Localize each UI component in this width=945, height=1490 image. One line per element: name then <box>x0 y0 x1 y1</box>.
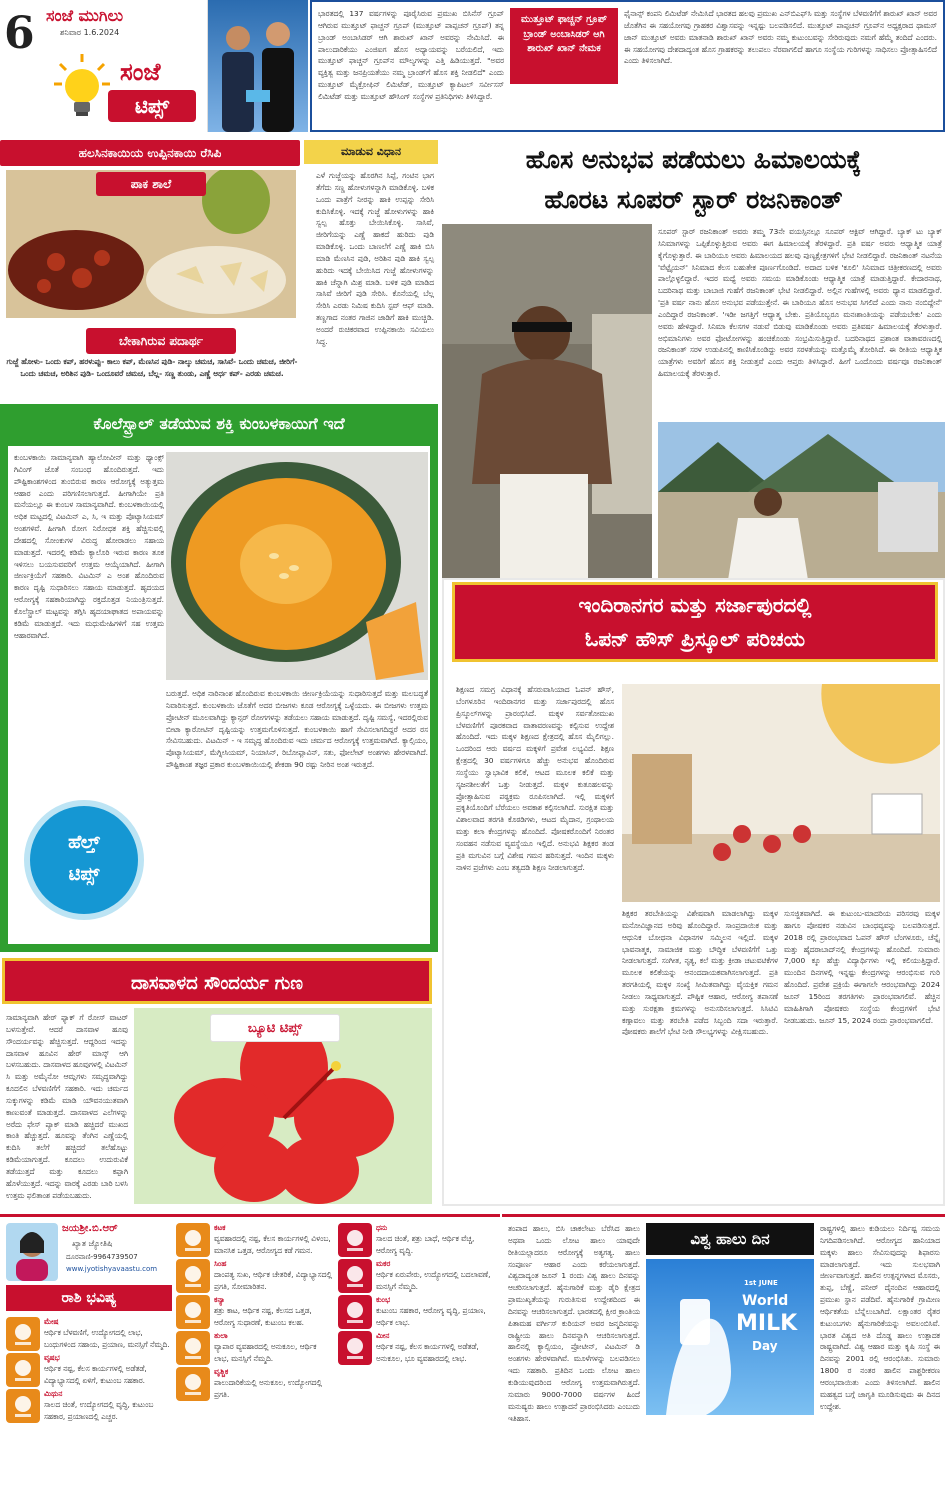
beauty-badge: ಬ್ಯೂಟಿ ಟಿಪ್ಸ್ <box>210 1014 340 1042</box>
zodiac-item <box>338 1259 496 1293</box>
page-number: 6 <box>4 8 35 59</box>
preschool-headline-1: ಇಂದಿರಾನಗರ ಮತ್ತು ಸರ್ಜಾಪುರದಲ್ಲಿ <box>578 593 812 617</box>
pickle-method: ಎಳೆ ಗುಜ್ಜೆಯನ್ನು ಹೊರಗಿನ ಸಿಪ್ಪೆ, ಗಂಟಿನ ಭಾಗ ತೆಗೆದು ಸಣ್ಣ ಹೋಳುಗಳನ್ನಾಗಿ ಮಾಡಿಕೊಳ್ಳಿ. ಬಳಿಕ ಒಂದು ಪಾತ್ರೆಗೆ ನೀರನ್ನು ಹಾಕಿ ಉಪ್ಪನ್ನು ಸೇರಿಸಿ ಕುದಿಸಿಕೊಳ್ಳಿ. ಇದಕ್ಕೆ ಗುಜ್ಜೆ ಹೋಳುಗಳನ್ನು ಹಾಕಿ ಸ್ವಲ್ಪ ಹೊತ್ತು ಬೇಯಿಸಿಕೊಳ್ಳಿ. ಸಾಸಿವೆ, ಜೀರಿಗೆಯನ್ನು ಎಣ್ಣೆ ಹಾಕದೆ ಹುರಿದು ಪುಡಿ ಮಾಡಿಕೊಳ್ಳಿ. ಒಂದು ಬಾಣಲೆಗೆ ಎಣ್ಣೆ ಹಾಕಿ ಬಿಸಿ ಮಾಡಿ ಮೆಣಸಿನ ಪುಡಿ, ಅರಿಶಿನ ಪುಡಿ ಹಾಕಿ ಸ್ವಲ್ಪ ಹುರಿದು ಇದಕ್ಕೆ ಬೇಯಿಸಿದ ಗುಜ್ಜೆ ಹೋಳುಗಳನ್ನು ಹಾಕಿ ಚೆನ್ನಾಗಿ ಮಿಶ್ರ ಮಾಡಿ. ಬಳಿಕ ಪುಡಿ ಮಾಡಿದ ಸಾಸಿವೆ ಜೀರಿಗೆ ಪುಡಿ ಸೇರಿಸಿ. ಕೊನೆಯಲ್ಲಿ ಬೆಲ್ಲ ಸೇರಿಸಿ ಎರಡು ನಿಮಿಷ ಕುದಿಸಿ ಸ್ಟವ್ ಆಫ್ ಮಾಡಿ. ತಣ್ಣಗಾದ ನಂತರ ಗಾಜಿನ ಜಾಡಿಗೆ ಹಾಕಿ ಮುಚ್ಚಿಡಿ. ಅಂದರೆ ರುಚಿಕರವಾದ ಉಪ್ಪಿನಕಾಯಿ ಸವಿಯಲು ಸಿದ್ಧ. <box>316 171 434 346</box>
astro-section <box>0 1214 500 1490</box>
section-title-1: ಸಂಜೆ <box>120 58 161 86</box>
health-badge-2: ಟಿಪ್ಸ್ <box>68 864 100 885</box>
rajini-headline-2: ಹೊರಟ ಸೂಪರ್ ಸ್ಟಾರ್ ರಜನಿಕಾಂತ್ <box>544 185 843 214</box>
rajini-photo-2 <box>658 422 945 580</box>
pumpkin-title: ಕೊಲೆಸ್ಟ್ರಾಲ್ ತಡೆಯುವ ಶಕ್ತಿ ಕುಂಬಳಕಾಯಿಗೆ ಇದೆ <box>0 404 438 444</box>
rajini-text: ಸೂಪರ್ ಸ್ಟಾರ್ ರಜನಿಕಾಂತ್ ಅವರು ತಮ್ಮ 73ನೇ ವಯಸ್ಸಿನಲ್ಲೂ ಸೂಪರ್ ಆಕ್ಟಿವ್ ಆಗಿದ್ದಾರೆ. ಬ್ಯಾಕ್ ಟು ಬ್ಯಾಕ್ ಸಿನಿಮಾಗಳನ್ನು ಒಪ್ಪಿಕೊಳ್ಳುತ್ತಿರುವ ಅವರು ಈಗ ಹಿಮಾಲಯಕ್ಕೆ ತೆರಳಿದ್ದಾರೆ. ಪ್ರತಿ ವರ್ಷ ಅವರು ಆಧ್ಯಾತ್ಮಿಕ ಯಾತ್ರೆ ಕೈಗೊಳ್ಳುತ್ತಾರೆ. ಈ ಬಾರಿಯೂ ಅವರು ಹಿಮಾಲಯದ ಹಲವು ಪುಣ್ಯಕ್ಷೇತ್ರಗಳಿಗೆ ಭೇಟಿ ನೀಡಲಿದ್ದಾರೆ. ರಜನಿಕಾಂತ್ ನಟನೆಯ 'ವೆಟ್ಟೈಯನ್' ಸಿನಿಮಾದ ಕೆಲಸ ಬಹುತೇಕ ಪೂರ್ಣಗೊಂಡಿದೆ. ಅದಾದ ಬಳಿಕ 'ಕೂಲಿ' ಸಿನಿಮಾದ ಚಿತ್ರೀಕರಣದಲ್ಲಿ ಅವರು ಪಾಲ್ಗೊಳ್ಳಲಿದ್ದಾರೆ. ಇದರ ಮಧ್ಯೆ ಅವರು ಸಮಯ ಮಾಡಿಕೊಂಡು ಆಧ್ಯಾತ್ಮಿಕ ಯಾತ್ರೆ ಮಾಡುತ್ತಿದ್ದಾರೆ. ಕೇದಾರನಾಥ, ಬದರಿನಾಥ ಮತ್ತು ಬಾಬಾಜಿ ಗುಹೆಗೆ ರಜನಿಕಾಂತ್ ಭೇಟಿ ನೀಡಲಿದ್ದಾರೆ. ಅಲ್ಲಿನ ಗುಹೆಗಳಲ್ಲಿ ಅವರು ಧ್ಯಾನ ಮಾಡಲಿದ್ದಾರೆ. 'ಪ್ರತಿ ವರ್ಷ ನಾನು ಹೊಸ ಅನುಭವ ಪಡೆಯುತ್ತೇನೆ. ಈ ಬಾರಿಯೂ ಹೊಸ ಅನುಭವ ಸಿಗಲಿದೆ ಎಂದು ನಾನು ನಂಬಿದ್ದೇನೆ' ಎಂದಿದ್ದಾರೆ ರಜನಿಕಾಂತ್. 'ಇಡೀ ಜಗತ್ತಿಗೆ ಆಧ್ಯಾತ್ಮ ಬೇಕು. ಪ್ರತಿಯೊಬ್ಬರೂ ಮನಃಶಾಂತಿಯನ್ನು ಪಡೆಯಬೇಕು' ಎಂದು ಅವರು ಹೇಳಿದ್ದಾರೆ. ಸಿನಿಮಾ ಕೆಲಸಗಳ ನಡುವೆ ಬಿಡುವು ಮಾಡಿಕೊಂಡು ಅವರು ಪ್ರತಿವರ್ಷ ಹಿಮಾಲಯಕ್ಕೆ ತೆರಳುತ್ತಾರೆ. ಅಭಿಮಾನಿಗಳು ಅವರ ಫೋಟೋಗಳನ್ನು ಹಂಚಿಕೊಂಡು ಸಂಭ್ರಮಿಸುತ್ತಿದ್ದಾರೆ. ಬದರಿನಾಥದ ಪ್ರಶಾಂತ ವಾತಾವರಣದಲ್ಲಿ ರಜನಿಕಾಂತ್ ಸರಳ ಉಡುಪಿನಲ್ಲಿ ಕಾಣಿಸಿಕೊಂಡಿದ್ದು ಅವರ ಸರಳತೆಯನ್ನು ಮತ್ತೊಮ್ಮೆ ತೋರಿಸಿದೆ. ಈ ರೀತಿಯ ಆಧ್ಯಾತ್ಮಿಕ ಯಾತ್ರೆಗಳು ಅವರಿಗೆ ಹೊಸ ಶಕ್ತಿ ನೀಡುತ್ತವೆ ಎಂದು ಆಪ್ತರು ತಿಳಿಸಿದ್ದಾರೆ. ಹೀಗೆ ಒಂದೊಂದು ವರ್ಷವೂ ರಜನಿಕಾಂತ್ ಹಿಮಾಲಯಕ್ಕೆ ತೆರಳುತ್ತಾರೆ. <box>658 227 942 379</box>
astro-title: ರಾಶಿ ಭವಿಷ್ಯ <box>6 1285 172 1311</box>
zodiac-text: ಆರ್ಥಿಕ ಬೆಳವಣಿಗೆ, ಉದ್ಯೋಗದಲ್ಲಿ ಲಾಭ, ಬಂಧುಗಳಿಂದ ಸಹಾಯ, ಪ್ರಯಾಣ, ಮನಸ್ಸಿಗೆ ನೆಮ್ಮದಿ. <box>44 1328 170 1349</box>
zodiac-name: ಮೀನ <box>376 1331 390 1340</box>
pickle-title: ಹಲಸಿನಕಾಯಿಯ ಉಪ್ಪಿನಕಾಯಿ ರೆಸಿಪಿ <box>0 140 300 166</box>
astrologer-avatar <box>6 1223 58 1281</box>
zodiac-name: ವೃಶ್ಚಿಕ <box>214 1367 229 1376</box>
zodiac-icon <box>338 1331 372 1365</box>
zodiac-name: ಕುಂಭ <box>376 1295 390 1304</box>
zodiac-icon <box>176 1331 210 1365</box>
zodiac-name: ಮಕರ <box>376 1259 391 1268</box>
ad-headline: ಮುತ್ತೂಟ್ ಫಾಚ್ಚನ್ ಗ್ರೂಪ್ ಬ್ರಾಂಡ್ ಅಂಬಾಸಿಡರ್ ಆಗಿ ಶಾರುಖ್ ಖಾನ್ ನೇಮಕ <box>510 8 618 84</box>
zodiac-icon <box>176 1223 210 1257</box>
ad-col-1: ಭಾರತದಲ್ಲಿ 137 ವರ್ಷಗಳನ್ನು ಪೂರೈಸಿರುವ ಪ್ರಮುಖ ಬಿಸಿನೆಸ್ ಗ್ರೂಪ್ ಆಗಿರುವ ಮುತ್ತೂಟ್ ಫಾಚ್ಚನ್ ಗ್ರೂಪ್ (ಮುತ್ತೂಟ್ ಪಾಪ್ಪಚನ್ ಗ್ರೂಪ್) ತನ್ನ ಬ್ರಾಂಡ್ ಅಂಬಾಸಿಡರ್ ಆಗಿ ಶಾರುಖ್ ಖಾನ್ ಅವರನ್ನು ನೇಮಿಸಿದೆ. ಈ ಪಾಲುದಾರಿಕೆಯು ಎಂಜಿಐಗ ಹೊಸ ಅಧ್ಯಾಯವನ್ನು ಬರೆಯಲಿದೆ, ಇದು ಮುತ್ತೂಟ್ ಫಾಚ್ಚನ್ ಗ್ರೂಪ್‌ನ ಮೌಲ್ಯಗಳನ್ನು ಎತ್ತಿ ಹಿಡಿಯುತ್ತದೆ. "ಅವರ ವ್ಯಕ್ತಿತ್ವ ಮತ್ತು ಜನಪ್ರಿಯತೆಯು ನಮ್ಮ ಬ್ರಾಂಡ್‌ಗೆ ಹೊಸ ಶಕ್ತಿ ನೀಡಲಿದೆ" ಎಂದು ಮುತ್ತೂಟ್ ಮೈಕ್ರೋಫಿನ್ ಲಿಮಿಟೆಡ್, ಮುತ್ತೂಟ್ ಕ್ಯಾಪಿಟಲ್ ಸರ್ವೀಸಸ್ ಲಿಮಿಟೆಡ್ ಮತ್ತು ಮುತ್ತೂಟ್ ಹೌಸಿಂಗ್ ಸಂಸ್ಥೆಗಳ ಪ್ರತಿನಿಧಿಗಳು ತಿಳಿಸಿದ್ದಾರೆ. <box>318 9 504 101</box>
zodiac-name: ಮಿಥುನ <box>44 1389 63 1398</box>
pumpkin-section <box>0 404 438 952</box>
milk-title: ವಿಶ್ವ ಹಾಲು ದಿನ <box>646 1223 814 1255</box>
milk-col-1: ತಂಪಾದ ಹಾಲು, ಬಿಸಿ ಚಾಕಲೇಟು ಬೆರೆಸಿದ ಹಾಲು ಅಥವಾ ಒಂದು ಲೋಟ ಹಾಲು ಯಾವುದೇ ರೀತಿಯಲ್ಲಾದರೂ ಆರೋಗ್ಯಕ್ಕೆ ಅತ್ಯಗತ್ಯ. ಹಾಲು ಸಂಪೂರ್ಣ ಆಹಾರ ಎಂದು ಕರೆಯಲಾಗುತ್ತದೆ. ವಿಶ್ವದಾದ್ಯಂತ ಜೂನ್ 1 ರಂದು ವಿಶ್ವ ಹಾಲು ದಿನವನ್ನು ಆಚರಿಸಲಾಗುತ್ತದೆ. ಹೈನುಗಾರಿಕೆ ಮತ್ತು ಡೈರಿ ಕ್ಷೇತ್ರದ ಪ್ರಾಮುಖ್ಯತೆಯನ್ನು ಗುರುತಿಸುವ ಉದ್ದೇಶದಿಂದ ಈ ದಿನವನ್ನು ಆಚರಿಸಲಾಗುತ್ತದೆ. ಭಾರತದಲ್ಲಿ ಕ್ಷೀರ ಕ್ರಾಂತಿಯ ಪಿತಾಮಹ ವರ್ಗೀಸ್ ಕುರಿಯನ್ ಅವರ ಜನ್ಮದಿನವನ್ನು ರಾಷ್ಟ್ರೀಯ ಹಾಲು ದಿನವನ್ನಾಗಿ ಆಚರಿಸಲಾಗುತ್ತದೆ. ಹಾಲಿನಲ್ಲಿ ಕ್ಯಾಲ್ಸಿಯಂ, ಪ್ರೋಟೀನ್, ವಿಟಮಿನ್ ಡಿ ಅಂಶಗಳು ಹೇರಳವಾಗಿವೆ. ಮೂಳೆಗಳನ್ನು ಬಲಪಡಿಸಲು ಇದು ಸಹಕಾರಿ. ಪ್ರತಿದಿನ ಒಂದು ಲೋಟ ಹಾಲು ಕುಡಿಯುವುದರಿಂದ ಆರೋಗ್ಯ ಉತ್ತಮವಾಗಿರುತ್ತದೆ. ಸುಮಾರು 9000-7000 ವರ್ಷಗಳ ಹಿಂದೆ ಮನುಷ್ಯರು ಹಾಲು ಉತ್ಪಾದನೆ ಪ್ರಾರಂಭಿಸಿದರು ಎಂಬುದು ಇತಿಹಾಸ. <box>508 1224 640 1423</box>
zodiac-text: ವ್ಯಾಪಾರ ವ್ಯವಹಾರದಲ್ಲಿ ಅನುಕೂಲ, ಆರ್ಥಿಕ ಲಾಭ, ಮನಸ್ಸಿಗೆ ನೆಮ್ಮದಿ. <box>214 1342 317 1363</box>
zodiac-text: ಸಾಲದ ಚಿಂತೆ, ಶತ್ರು ಬಾಧೆ, ಆರ್ಥಿಕ ವೆಚ್ಚ, ಆರೋಗ್ಯ ವೃದ್ಧಿ. <box>376 1234 475 1255</box>
pumpkin-photo <box>166 452 428 680</box>
poster-sub: Day <box>752 1339 778 1353</box>
zodiac-text: ಕುಟುಂಬ ಸಹಕಾರ, ಆರೋಗ್ಯ ವೃದ್ಧಿ, ಪ್ರಯಾಣ, ಆರ್ಥಿಕ ಲಾಭ. <box>376 1306 486 1327</box>
poster-big-1: World <box>742 1293 789 1309</box>
preschool-col-2: ಶಿಕ್ಷಕರ ತರಬೇತಿಯನ್ನು ವಿಶೇಷವಾಗಿ ಮಾಡಲಾಗಿದ್ದು ಮಕ್ಕಳ ಮನೋವಿಜ್ಞಾನದ ಅರಿವು ಹೊಂದಿದ್ದಾರೆ. ಸಾಂಪ್ರದಾಯಿಕ ಮತ್ತು ಆಧುನಿಕ ಬೋಧನಾ ವಿಧಾನಗಳ ಸಮ್ಮಿಲನ ಇಲ್ಲಿದೆ. ಮಕ್ಕಳ ಭಾವನಾತ್ಮಕ, ಸಾಮಾಜಿಕ ಮತ್ತು ಬೌದ್ಧಿಕ ಬೆಳವಣಿಗೆಗೆ ಒತ್ತು ನೀಡಲಾಗುತ್ತದೆ. ಸಂಗೀತ, ನೃತ್ಯ, ಕಲೆ ಮತ್ತು ಕ್ರೀಡಾ ಚಟುವಟಿಕೆಗಳ ಮೂಲಕ ಕಲಿಕೆಯನ್ನು ಆನಂದದಾಯಕವಾಗಿಸಲಾಗುತ್ತದೆ. ಪ್ರತಿ ತರಗತಿಯಲ್ಲಿ ಮಕ್ಕಳ ಸಂಖ್ಯೆ ಸೀಮಿತವಾಗಿದ್ದು ವೈಯಕ್ತಿಕ ಗಮನ ನೀಡಲು ಸಾಧ್ಯವಾಗುತ್ತದೆ. ಪೌಷ್ಟಿಕ ಆಹಾರ, ಆರೋಗ್ಯ ತಪಾಸಣೆ ಮತ್ತು ಸುರಕ್ಷತಾ ಕ್ರಮಗಳನ್ನು ಅನುಸರಿಸಲಾಗುತ್ತದೆ. ಸಿಸಿಟಿವಿ ಕಣ್ಗಾವಲು ಮತ್ತು ತರಬೇತಿ ಪಡೆದ ಸಿಬ್ಬಂದಿ ಸದಾ ಇರುತ್ತಾರೆ. ಪೋಷಕರು ಶಾಲೆಗೆ ಭೇಟಿ ನೀಡಿ ಸೌಲಭ್ಯಗಳನ್ನು ವೀಕ್ಷಿಸಬಹುದು. <box>622 909 778 1037</box>
poster-small: 1st JUNE <box>744 1279 778 1287</box>
hibiscus-text: ಸಾಮಾನ್ಯವಾಗಿ ಹೇರ್ ಫ್ಯಾಕ್ ಗೆ ರೋಸ್ ವಾಟರ್ ಬಳಸುತ್ತೇವೆ. ಆದರೆ ದಾಸವಾಳ ಹೂವು ಸೌಂದರ್ಯವನ್ನು ಹೆಚ್ಚಿಸುತ್ತದೆ. ಆದ್ದರಿಂದ ಇದನ್ನು ದಾಸವಾಳ ಹೂವಿನ ಹೇರ್ ಮಾಸ್ಕ್ ಆಗಿ ಬಳಸಬಹುದು. ದಾಸವಾಳದ ಹೂವುಗಳಲ್ಲಿ ವಿಟಮಿನ್ ಸಿ ಮತ್ತು ಅಮೈನೋ ಆಮ್ಲಗಳು ಸಮೃದ್ಧವಾಗಿದ್ದು ಕೂದಲಿನ ಬೆಳವಣಿಗೆಗೆ ಸಹಕಾರಿ. ಇದು ಚರ್ಮದ ಸುಕ್ಕುಗಳನ್ನು ಕಡಿಮೆ ಮಾಡಿ ಯೌವನಯುತವಾಗಿ ಕಾಣುವಂತೆ ಮಾಡುತ್ತದೆ. ದಾಸವಾಳದ ಎಲೆಗಳನ್ನು ಅರೆದು ಫೇಸ್ ಪ್ಯಾಕ್ ಮಾಡಿ ಹಚ್ಚಿದರೆ ಮುಖದ ಕಾಂತಿ ಹೆಚ್ಚುತ್ತದೆ. ಹೂವನ್ನು ತೆಂಗಿನ ಎಣ್ಣೆಯಲ್ಲಿ ಕುದಿಸಿ ತಲೆಗೆ ಹಚ್ಚಿದರೆ ತಲೆಹೊಟ್ಟು ಕಡಿಮೆಯಾಗುತ್ತದೆ. ಕೂದಲು ಉದುರುವಿಕೆ ತಡೆಯುತ್ತದೆ ಮತ್ತು ಕೂದಲು ಕಪ್ಪಾಗಿ ಹೊಳೆಯುತ್ತದೆ. ಇದನ್ನು ವಾರಕ್ಕೆ ಎರಡು ಬಾರಿ ಬಳಸಿ ಉತ್ತಮ ಫಲಿತಾಂಶ ಪಡೆಯಬಹುದು. <box>6 1013 128 1200</box>
hibiscus-title: ದಾಸವಾಳದ ಸೌಂದರ್ಯ ಗುಣ <box>2 958 432 1004</box>
kitchen-label: ಪಾಕ ಶಾಲೆ <box>96 172 206 196</box>
zodiac-item <box>176 1331 334 1365</box>
zodiac-item <box>176 1223 334 1257</box>
preschool-col-1: ಶಿಕ್ಷಣದ ಸಮಗ್ರ ವಿಧಾನಕ್ಕೆ ಹೆಸರುವಾಸಿಯಾದ ಓಪನ್ ಹೌಸ್, ಬೆಂಗಳೂರಿನ ಇಂದಿರಾನಗರ ಮತ್ತು ಸರ್ಜಾಪುರದಲ್ಲಿ ಹೊಸ ಪ್ರಿಸ್ಕೂಲ್‌ಗಳನ್ನು ಪ್ರಾರಂಭಿಸಿದೆ. ಮಕ್ಕಳ ಸರ್ವತೋಮುಖ ಬೆಳವಣಿಗೆಗೆ ಪೂರಕವಾದ ವಾತಾವರಣವನ್ನು ಕಲ್ಪಿಸುವ ಉದ್ದೇಶ ಹೊಂದಿದೆ. ಇದು ಮಕ್ಕಳ ಶಿಕ್ಷಣದ ಕ್ಷೇತ್ರದಲ್ಲಿ ಹೊಸ ಮೈಲಿಗಲ್ಲು. ಒಂದರಿಂದ ಆರು ವರ್ಷದ ಮಕ್ಕಳಿಗೆ ಪ್ರವೇಶ ಲಭ್ಯವಿದೆ. ಶಿಕ್ಷಣ ಕ್ಷೇತ್ರದಲ್ಲಿ 30 ವರ್ಷಗಳಿಗೂ ಹೆಚ್ಚು ಅನುಭವ ಹೊಂದಿರುವ ಸಂಸ್ಥೆಯು ಸ್ವಾಭಾವಿಕ ಕಲಿಕೆ, ಆಟದ ಮೂಲಕ ಕಲಿಕೆ ಮತ್ತು ಸೃಜನಶೀಲತೆಗೆ ಒತ್ತು ನೀಡುತ್ತದೆ. ಮಕ್ಕಳ ಕುತೂಹಲವನ್ನು ಪ್ರೋತ್ಸಾಹಿಸುವ ಪಠ್ಯಕ್ರಮ ರೂಪಿಸಲಾಗಿದೆ. ಇಲ್ಲಿ ಮಕ್ಕಳಿಗೆ ಪ್ರಕೃತಿಯೊಂದಿಗೆ ಬೆರೆಯಲು ಅವಕಾಶ ಕಲ್ಪಿಸಲಾಗಿದೆ. ಸುರಕ್ಷಿತ ಮತ್ತು ವಿಶಾಲವಾದ ತರಗತಿ ಕೊಠಡಿಗಳು, ಆಟದ ಮೈದಾನ, ಗ್ರಂಥಾಲಯ ಮತ್ತು ಕಲಾ ಕೇಂದ್ರಗಳನ್ನು ಹೊಂದಿದೆ. ಪೋಷಕರೊಂದಿಗೆ ನಿರಂತರ ಸಂವಹನ ನಡೆಸುವ ವ್ಯವಸ್ಥೆಯೂ ಇಲ್ಲಿದೆ. ಅನುಭವಿ ಶಿಕ್ಷಕರ ತಂಡ ಪ್ರತಿ ಮಗುವಿನ ಬಗ್ಗೆ ವಿಶೇಷ ಗಮನ ಹರಿಸುತ್ತದೆ. ಇಂದಿನ ಮಕ್ಕಳು ನಾಳಿನ ಪ್ರಜೆಗಳು ಎಂಬ ತತ್ವದಡಿ ಶಿಕ್ಷಣ ನೀಡಲಾಗುತ್ತದೆ. <box>456 685 614 872</box>
zodiac-text: ಪಾಲುದಾರಿಕೆಯಲ್ಲಿ ಅನುಕೂಲ, ಉದ್ಯೋಗದಲ್ಲಿ ಪ್ರಗತಿ. <box>214 1378 323 1399</box>
zodiac-icon <box>6 1353 40 1387</box>
zodiac-text: ದಾಂಪತ್ಯ ಸುಖ, ಆರ್ಥಿಕ ಚೇತರಿಕೆ, ವಿದ್ಯಾಭ್ಯಾಸದಲ್ಲಿ ಪ್ರಗತಿ, ಸೋಮಾರಿತನ. <box>214 1270 332 1291</box>
rajini-photo-main <box>442 224 652 580</box>
zodiac-text: ಆರ್ಥಿಕ ನಷ್ಟ, ಕೆಲಸ ಕಾರ್ಯಗಳಲ್ಲಿ ಅಡೆತಡೆ, ವಿದ್ಯಾಭ್ಯಾಸದಲ್ಲಿ ಏಳಿಗೆ, ಕುಟುಂಬ ಸಹಕಾರ. <box>44 1364 147 1385</box>
preschool-headline-2: ಓಪನ್ ಹೌಸ್ ಪ್ರಿಸ್ಕೂಲ್ ಪರಿಚಯ <box>584 627 806 651</box>
zodiac-item <box>176 1295 334 1329</box>
zodiac-name: ಸಿಂಹ <box>214 1259 227 1268</box>
zodiac-item <box>338 1295 496 1329</box>
health-badge <box>24 800 144 920</box>
zodiac-name: ಮೇಷ <box>44 1317 59 1326</box>
astrologer-phone: ದೂರವಾಣಿ-9964739507 <box>66 1253 138 1261</box>
zodiac-item <box>338 1223 496 1257</box>
zodiac-name: ವೃಷಭ <box>44 1353 60 1362</box>
zodiac-name: ಕಟಕ <box>214 1223 226 1232</box>
zodiac-text: ಸಾಲದ ಚಿಂತೆ, ಉದ್ಯೋಗದಲ್ಲಿ ವೃದ್ಧಿ, ಕುಟುಂಬ ಸಹಕಾರ, ಪ್ರಯಾಣದಲ್ಲಿ ಎಚ್ಚರ. <box>44 1400 154 1421</box>
ad-col-2: ಫೈನಾನ್ಸ್ ಕಂಪನಿ ಲಿಮಿಟೆಡ್ ನೇಮಿಸಿದೆ ಭಾರತದ ಹಲವು ಪ್ರಮುಖ ಎನ್‌ಬಿಎಫ್‌ಸಿ ಮತ್ತು ಸಂಸ್ಥೆಗಳ ಬೆಳವಣಿಗೆಗೆ ಶಾರುಖ್ ಖಾನ್ ಅವರ ಜೊತೆಗಿನ ಈ ಸಹಯೋಗವು ಗ್ರಾಹಕರ ವಿಶ್ವಾಸವನ್ನು ಇನ್ನಷ್ಟು ಬಲಪಡಿಸಲಿದೆ. ಮುತ್ತೂಟ್ ಪಾಪ್ಪಚನ್ ಗ್ರೂಪ್‌ನ ಅಧ್ಯಕ್ಷರಾದ ಥಾಮಸ್ ಜಾನ್ ಮುತ್ತೂಟ್ ಅವರು ಮಾತನಾಡಿ ಶಾರುಖ್ ಖಾನ್ ಅವರು ನಮ್ಮ ಕುಟುಂಬವನ್ನು ಸೇರಿರುವುದು ನಮಗೆ ಹೆಮ್ಮೆ ತಂದಿದೆ ಎಂದರು. ಈ ಸಹಯೋಗವು ದೇಶದಾದ್ಯಂತ ಹೊಸ ಗ್ರಾಹಕರನ್ನು ತಲುಪಲು ನೆರವಾಗಲಿದೆ ಹಾಗೂ ಸಂಸ್ಥೆಯ ಗುರಿಗಳನ್ನು ಸಾಧಿಸಲು ಪ್ರೋತ್ಸಾಹಿಸಲಿದೆ ಎಂದು ತಿಳಿಸಲಾಗಿದೆ. <box>624 9 937 66</box>
zodiac-icon <box>338 1295 372 1329</box>
astrologer-role: ಖ್ಯಾತ ಜ್ಯೋತಿಷಿ <box>72 1239 113 1248</box>
poster-big-2: MILK <box>736 1311 798 1336</box>
zodiac-item <box>176 1259 334 1293</box>
ingredients-label: ಬೇಕಾಗಿರುವ ಪದಾರ್ಥ <box>86 328 236 354</box>
astrologer-name: ಜಯಶ್ರೀ.ಬಿ.ಆರ್ <box>62 1223 118 1234</box>
ambassador-photo <box>208 0 308 132</box>
preschool-photo <box>622 684 940 902</box>
zodiac-text: ಆರ್ಥಿಕ ಏರುಪೇರು, ಉದ್ಯೋಗದಲ್ಲಿ ಬದಲಾವಣೆ, ಮನಸ್ಸಿಗೆ ನೆಮ್ಮದಿ. <box>376 1270 491 1291</box>
zodiac-item <box>6 1317 172 1351</box>
zodiac-item <box>6 1353 172 1387</box>
preschool-section <box>442 578 945 1206</box>
zodiac-icon <box>6 1389 40 1423</box>
date: ಶನಿವಾರ 1.6.2024 <box>60 28 120 37</box>
zodiac-icon <box>176 1367 210 1401</box>
pumpkin-col-2: ಬರುತ್ತದೆ. ಅಧಿಕ ನಾರಿನಾಂಶ ಹೊಂದಿರುವ ಕುಂಬಳಕಾಯಿ ಜೀರ್ಣಕ್ರಿಯೆಯನ್ನು ಸುಧಾರಿಸುತ್ತದೆ ಮತ್ತು ಮಲಬದ್ಧತೆ ನಿವಾರಿಸುತ್ತದೆ. ಕುಂಬಳಕಾಯಿ ಜೊತೆಗೆ ಅದರ ಬೀಜಗಳು ಕೂಡ ಆರೋಗ್ಯಕ್ಕೆ ಒಳ್ಳೆಯದು. ಈ ಬೀಜಗಳು ಉತ್ತಮ ಪ್ರೋಟೀನ್ ಮೂಲವಾಗಿದ್ದು ಕ್ಯಾನ್ಸರ್ ರೋಗಗಳನ್ನು ತಡೆಯಲು ಸಹಾಯ ಮಾಡುತ್ತದೆ. ದೃಷ್ಟಿ ಸಮಸ್ಯೆ, ಇದರಲ್ಲಿರುವ ಬೀಟಾ ಕ್ಯಾರೋಟಿನ್ ದೃಷ್ಟಿಯನ್ನು ಉತ್ತಮಗೊಳಿಸುತ್ತದೆ. ಕುಂಬಳಕಾಯಿ ಹಾಗೆ ಸೇವಿಸಲಾಗದಿದ್ದರೆ ಅದರ ರಸ ಸೇವಿಸಬಹುದು. ವಿಟಮಿನ್ - ಇ ಸಮೃದ್ಧ ಹೊಂದಿರುವ ಇದು ಚರ್ಮದ ಆರೋಗ್ಯಕ್ಕೆ ಉತ್ತಮವಾಗಿದೆ. ಕ್ಯಾಲ್ಸಿಯಂ, ಪೊಟ್ಯಾಸಿಯಮ್, ಮೆಗ್ನೀಸಿಯಮ್, ನಿಯಾಸಿನ್, ರಿಬೋಫ್ಲಾವಿನ್, ಸತು, ಫೋಲೇಟ್ ಅಂಶಗಳು ಹೇರಳವಾಗಿದೆ. ಪೌಷ್ಟಿಕಾಂಶ ತಜ್ಞರ ಪ್ರಕಾರ ಕುಂಬಳಕಾಯಿಯಲ್ಲಿ ಶೇಕಡಾ 90 ರಷ್ಟು ನೀರಿನ ಅಂಶ ಇರುತ್ತದೆ. <box>166 689 428 770</box>
zodiac-item <box>176 1367 334 1401</box>
preschool-col-3: ಸುಸಜ್ಜಿತವಾಗಿದೆ. ಈ ಕುಟುಂಬ-ಮಾದರಿಯ ಪರಿಸರವು ಮಕ್ಕಳ ಹಾಗೂ ಪೋಷಕರ ನಡುವಿನ ಬಾಂಧವ್ಯವನ್ನು ಬಲಪಡಿಸುತ್ತದೆ. 2018 ರಲ್ಲಿ ಪ್ರಾರಂಭವಾದ ಓಪನ್ ಹೌಸ್ ಬೆಂಗಳೂರು, ಚೆನ್ನೈ ಮತ್ತು ಹೈದರಾಬಾದ್‌ನಲ್ಲಿ ಕೇಂದ್ರಗಳನ್ನು ಹೊಂದಿದೆ. ಸುಮಾರು 7,000 ಕ್ಕೂ ಹೆಚ್ಚು ವಿದ್ಯಾರ್ಥಿಗಳು ಇಲ್ಲಿ ಕಲಿಯುತ್ತಿದ್ದಾರೆ. ಮುಂದಿನ ದಿನಗಳಲ್ಲಿ ಇನ್ನಷ್ಟು ಕೇಂದ್ರಗಳನ್ನು ಆರಂಭಿಸುವ ಗುರಿ ಹೊಂದಿದೆ. ಪ್ರವೇಶ ಪ್ರಕ್ರಿಯೆ ಈಗಾಗಲೇ ಆರಂಭವಾಗಿದ್ದು 2024 ಜೂನ್ 15ರಿಂದ ತರಗತಿಗಳು ಪ್ರಾರಂಭವಾಗಲಿವೆ. ಹೆಚ್ಚಿನ ಮಾಹಿತಿಗಾಗಿ ಪೋಷಕರು ಸಂಸ್ಥೆಯ ಕೇಂದ್ರಗಳಿಗೆ ಭೇಟಿ ನೀಡಬಹುದು. ಜೂನ್ 15, 2024 ರಂದು ಪ್ರಾರಂಭವಾಗಲಿದೆ. <box>784 909 940 1025</box>
milk-col-2: ರಾಷ್ಟ್ರಗಳಲ್ಲಿ ಹಾಲು ಕುಡಿಯಲು ನಿರ್ದಿಷ್ಟ ಸಮಯ ನಿಗದಿಪಡಿಸಲಾಗಿದೆ. ಆರೋಗ್ಯದ ಹಾನಿಯಾದ ಮಕ್ಕಳು ಹಾಲು ಸೇವಿಸುವುದನ್ನು ಶಿಫಾರಸು ಮಾಡಲಾಗುತ್ತದೆ. ಇದು ಸುಲಭವಾಗಿ ಜೀರ್ಣವಾಗುತ್ತದೆ. ಹಾಲಿನ ಉತ್ಪನ್ನಗಳಾದ ಮೊಸರು, ತುಪ್ಪ, ಬೆಣ್ಣೆ, ಪನೀರ್ ದೈನಂದಿನ ಆಹಾರದಲ್ಲಿ ಪ್ರಮುಖ ಸ್ಥಾನ ಪಡೆದಿವೆ. ಹೈನುಗಾರಿಕೆ ಗ್ರಾಮೀಣ ಆರ್ಥಿಕತೆಯ ಬೆನ್ನೆಲುಬಾಗಿದೆ. ಲಕ್ಷಾಂತರ ರೈತರ ಕುಟುಂಬಗಳು ಹೈನುಗಾರಿಕೆಯನ್ನು ಅವಲಂಬಿಸಿವೆ. ಭಾರತ ವಿಶ್ವದ ಅತಿ ದೊಡ್ಡ ಹಾಲು ಉತ್ಪಾದಕ ರಾಷ್ಟ್ರವಾಗಿದೆ. ವಿಶ್ವ ಆಹಾರ ಮತ್ತು ಕೃಷಿ ಸಂಸ್ಥೆ ಈ ದಿನವನ್ನು 2001 ರಲ್ಲಿ ಆರಂಭಿಸಿತು. ಸುಮಾರು 1800 ರ ನಂತರ ಹಾಲಿನ ಪಾಶ್ಚರೀಕರಣ ಆರಂಭವಾಯಿತು ಎಂದು ತಿಳಿಸಲಾಗಿದೆ. ಹಾಲಿನ ಮಹತ್ವದ ಬಗ್ಗೆ ಜಾಗೃತಿ ಮೂಡಿಸುವುದು ಈ ದಿನದ ಉದ್ದೇಶ. <box>820 1224 940 1411</box>
zodiac-icon <box>338 1223 372 1257</box>
milk-poster <box>646 1259 814 1415</box>
ad-top <box>310 0 945 132</box>
zodiac-item <box>6 1389 172 1423</box>
ingredients-text: ಗುಜ್ಜೆ ಹೋಳು- ಒಂದು ಕಪ್, ಹರಳುಪ್ಪು- ಕಾಲು ಕಪ್, ಮೆಣಸಿನ ಪುಡಿ- ನಾಲ್ಕು ಚಮಚ, ಸಾಸಿವೆ- ಒಂದು ಚಮಚ, ಜೀರಿಗೆ- ಒಂದು ಚಮಚ, ಅರಿಶಿನ ಪುಡಿ- ಒಂದೂವರೆ ಚಮಚ, ಬೆಲ್ಲ- ಸಣ್ಣ ತುಂಡು, ಎಣ್ಣೆ ಅರ್ಧ ಕಪ್- ಎರಡು ಚಮಚ. <box>6 357 298 378</box>
zodiac-icon <box>176 1295 210 1329</box>
health-badge-1: ಹೆಲ್ತ್ <box>68 832 100 853</box>
method-title: ಮಾಡುವ ವಿಧಾನ <box>304 140 438 164</box>
zodiac-icon <box>338 1259 372 1293</box>
zodiac-icon <box>6 1317 40 1351</box>
zodiac-name: ತುಲಾ <box>214 1331 228 1340</box>
zodiac-text: ಶತ್ರು ಕಾಟ, ಆರ್ಥಿಕ ನಷ್ಟ, ಕೆಲಸದ ಒತ್ತಡ, ಆರೋಗ್ಯ ಸುಧಾರಣೆ, ಕುಟುಂಬ ಕಲಹ. <box>214 1306 312 1327</box>
zodiac-name: ಕನ್ಯಾ <box>214 1295 226 1304</box>
rajini-headline-1: ಹೊಸ ಅನುಭವ ಪಡೆಯಲು ಹಿಮಾಲಯಕ್ಕೆ <box>525 145 862 174</box>
section-title-2: ಟಿಪ್ಸ್ <box>108 90 196 122</box>
milk-section <box>502 1214 945 1490</box>
bulb-icon <box>52 52 112 122</box>
zodiac-text: ಆರ್ಥಿಕ ನಷ್ಟ, ಕೆಲಸ ಕಾರ್ಯಗಳಲ್ಲಿ ಅಡೆತಡೆ, ಅನುಕೂಲ, ಭೂ ವ್ಯವಹಾರದಲ್ಲಿ ಲಾಭ. <box>376 1342 479 1363</box>
rajini-section <box>442 140 945 580</box>
logo: ಸಂಜೆ ಮುಗಿಲು <box>46 6 124 25</box>
pumpkin-col-1: ಕುಂಬಳಕಾಯಿ ಸಾಮಾನ್ಯವಾಗಿ ಹ್ಯಾಲೋವೀನ್ ಮತ್ತು ಥ್ಯಾಂಕ್ಸ್ ಗಿವಿಂಗ್ ಜೊತೆ ಸಂಬಂಧ ಹೊಂದಿರುತ್ತದೆ. ಇದು ಪೌಷ್ಟಿಕಾಂಶಗಳಿಂದ ತುಂಬಿರುವ ಕಾರಣ ಆರೋಗ್ಯಕ್ಕೆ ಅತ್ಯುತ್ತಮ ಆಹಾರ ಎಂದು ಪರಿಗಣಿಸಲಾಗುತ್ತದೆ. ಹೀಗಾಗಿಯೇ ಪ್ರತಿ ಮನೆಯಲ್ಲೂ ಈ ಕುಂಬಳ ಸಾಮಾನ್ಯವಾಗಿದೆ. ಕುಂಬಳಕಾಯಿಯಲ್ಲಿ ಅಧಿಕ ಮಟ್ಟದಲ್ಲಿ ವಿಟಮಿನ್ ಎ, ಸಿ, ಇ ಮತ್ತು ಪೊಟ್ಯಾಸಿಯಮ್ ಅಂಶಗಳಿವೆ. ಹೀಗಾಗಿ ರೋಗ ನಿರೋಧಕ ಶಕ್ತಿ ಹೆಚ್ಚಿಸುವಲ್ಲಿ ದೇಹದಲ್ಲಿ ಸೋಂಕುಗಳ ವಿರುದ್ಧ ಹೋರಾಡಲು ಸಹಾಯ ಮಾಡುತ್ತದೆ. ಇದರಲ್ಲಿ ಕಡಿಮೆ ಕ್ಯಾಲೊರಿ ಇರುವ ಕಾರಣ ತೂಕ ಇಳಿಸಲು ಬಯಸುವವರಿಗೆ ಉತ್ತಮ ಆಯ್ಕೆಯಾಗಿದೆ. ಹೀಗಾಗಿ ಜೀರ್ಣಕ್ರಿಯೆಗೆ ಸಹಕಾರಿ. ವಿಟಮಿನ್ ಎ ಅಂಶ ಹೊಂದಿರುವ ಕಾರಣ ದೃಷ್ಟಿ ಸುಧಾರಿಸಲು ಸಹಾಯ ಮಾಡುತ್ತದೆ. ಹೃದಯದ ಆರೋಗ್ಯಕ್ಕೆ ಸಹಕಾರಿಯಾಗಿದ್ದು ರಕ್ತದೊತ್ತಡ ನಿಯಂತ್ರಿಸುತ್ತದೆ. ಕೊಲೆಸ್ಟ್ರಾಲ್ ಮಟ್ಟವನ್ನು ತಗ್ಗಿಸಿ ಹೃದಯಾಘಾತದ ಅಪಾಯವನ್ನು ಕಡಿಮೆ ಮಾಡುತ್ತದೆ. ಇದು ಮಧುಮೇಹಿಗಳಿಗೆ ಸಹ ಉತ್ತಮ ಆಹಾರವಾಗಿದೆ. <box>14 453 164 640</box>
hibiscus-section <box>0 958 438 1204</box>
zodiac-text: ವ್ಯವಹಾರದಲ್ಲಿ ನಷ್ಟ, ಕೆಲಸ ಕಾರ್ಯಗಳಲ್ಲಿ ವಿಳಂಬ, ಮಾನಸಿಕ ಒತ್ತಡ, ಆರೋಗ್ಯದ ಕಡೆ ಗಮನ. <box>214 1234 331 1255</box>
zodiac-item <box>338 1331 496 1365</box>
masthead <box>0 0 208 132</box>
zodiac-name: ಧನು <box>376 1223 388 1232</box>
zodiac-icon <box>176 1259 210 1293</box>
astrologer-website: www.jyotishyavaastu.com <box>66 1265 158 1273</box>
